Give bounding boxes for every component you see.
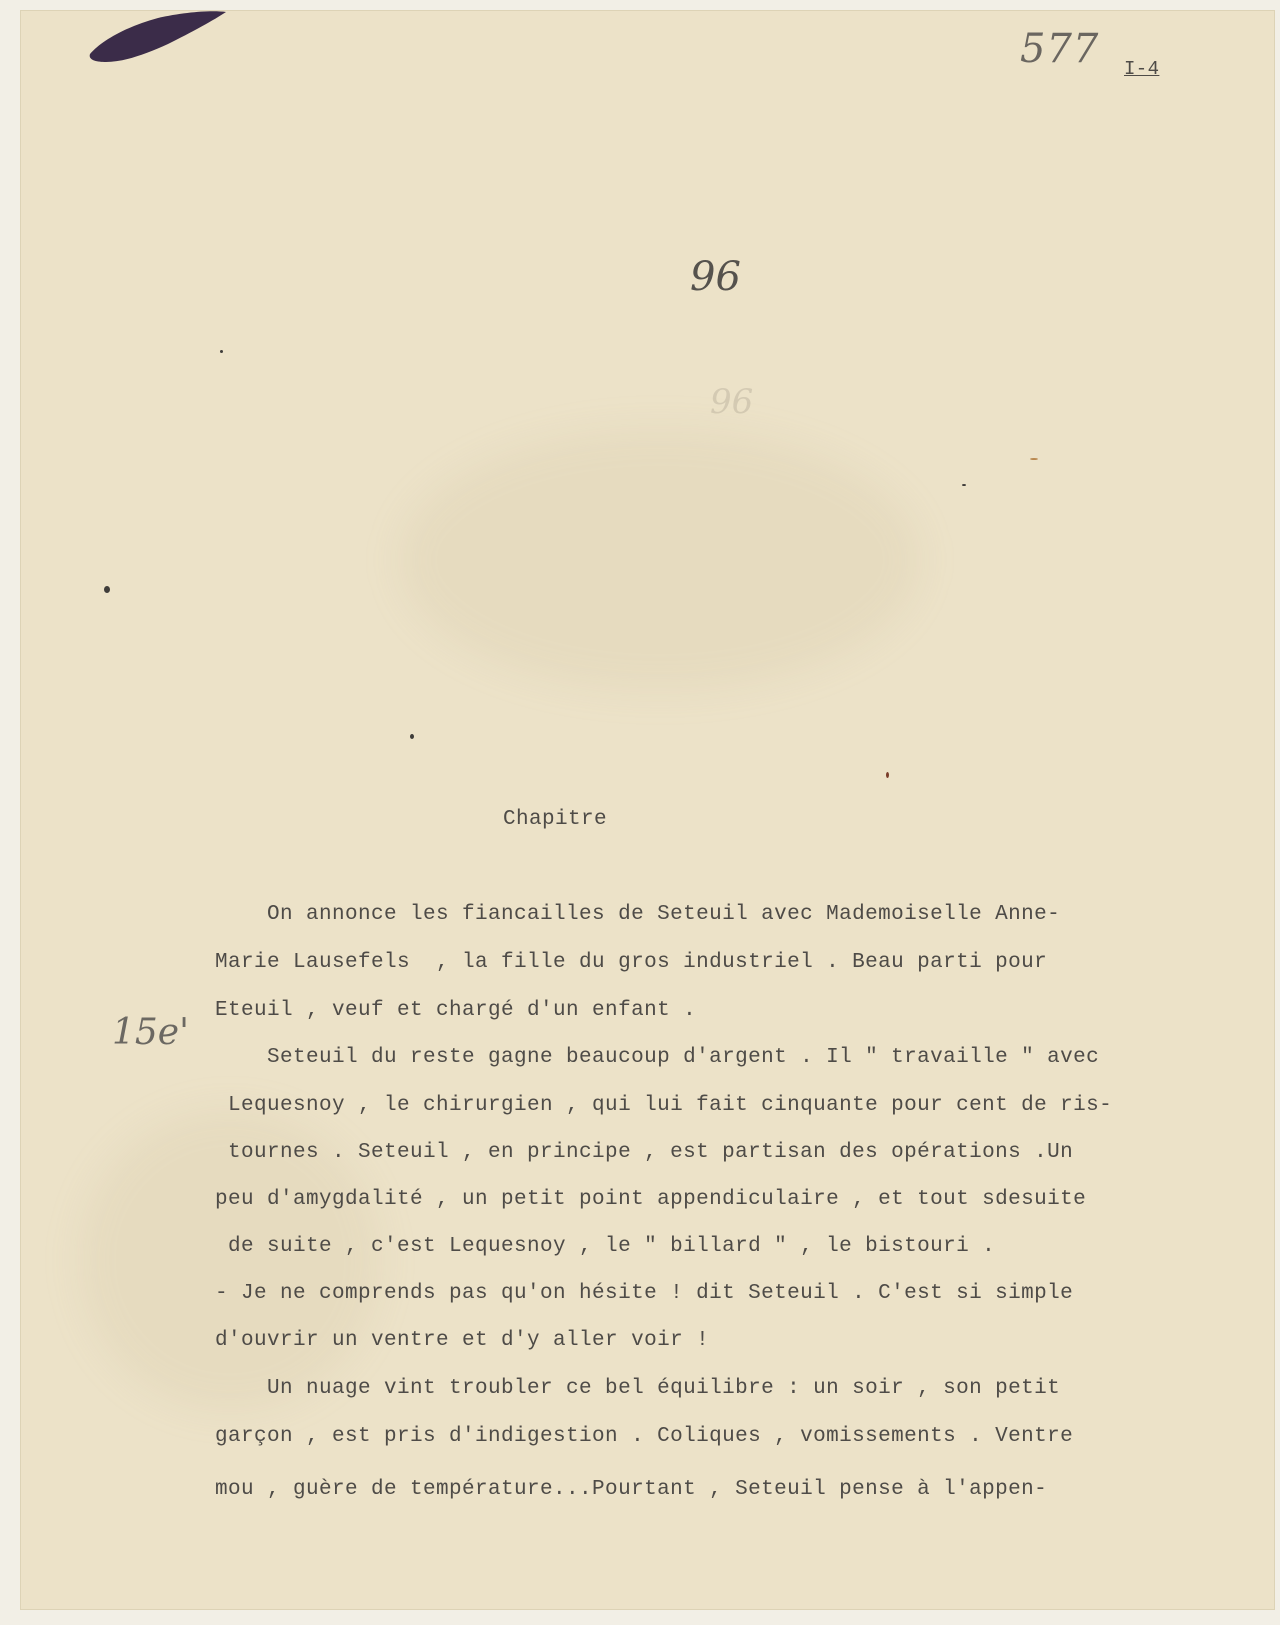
ink-speck bbox=[410, 734, 414, 739]
text-line-12: garçon , est pris d'indigestion . Coliques , vomissements . Ventre bbox=[215, 1425, 1074, 1448]
folio-number: 577 bbox=[1020, 26, 1100, 72]
text-line-4: Seteuil du reste gagne beaucoup d'argent . Il " travaille " avec bbox=[215, 1046, 1100, 1069]
faded-page-number: 96 bbox=[710, 382, 754, 422]
text-line-2: Marie Lausefels , la fille du gros industriel . Beau parti pour bbox=[215, 951, 1048, 974]
text-line-8: de suite , c'est Lequesnoy , le " billard " , le bistouri . bbox=[215, 1235, 996, 1258]
text-line-1: On annonce les fiancailles de Seteuil avec Mademoiselle Anne- bbox=[215, 903, 1061, 926]
text-line-9: - Je ne comprends pas qu'on hésite ! dit Seteuil . C'est si simple bbox=[215, 1282, 1074, 1305]
ink-blot-icon bbox=[88, 10, 228, 64]
ink-speck bbox=[220, 350, 223, 353]
document-code: I-4 bbox=[1124, 58, 1160, 80]
ink-speck bbox=[886, 772, 889, 778]
page-number: 96 bbox=[690, 254, 741, 300]
ink-speck bbox=[962, 484, 966, 486]
text-line-10: d'ouvrir un ventre et d'y aller voir ! bbox=[215, 1329, 710, 1352]
chapter-title: Chapitre bbox=[503, 808, 608, 831]
text-line-5: Lequesnoy , le chirurgien , qui lui fait cinquante pour cent de ris- bbox=[215, 1094, 1113, 1117]
paper-stain bbox=[400, 430, 920, 690]
text-line-3: Eteuil , veuf et chargé d'un enfant . bbox=[215, 999, 697, 1022]
margin-annotation: 15e' bbox=[112, 1012, 190, 1053]
text-line-13: mou , guère de température...Pourtant , Seteuil pense à l'appen- bbox=[215, 1478, 1048, 1501]
ink-speck bbox=[104, 586, 110, 593]
text-line-6: tournes . Seteuil , en principe , est partisan des opérations .Un bbox=[215, 1141, 1074, 1164]
text-line-7: peu d'amygdalité , un petit point appendiculaire , et tout sdesuite bbox=[215, 1188, 1087, 1211]
text-line-11: Un nuage vint troubler ce bel équilibre : un soir , son petit bbox=[215, 1377, 1061, 1400]
manuscript-page bbox=[20, 10, 1275, 1610]
ink-speck bbox=[1030, 458, 1038, 460]
